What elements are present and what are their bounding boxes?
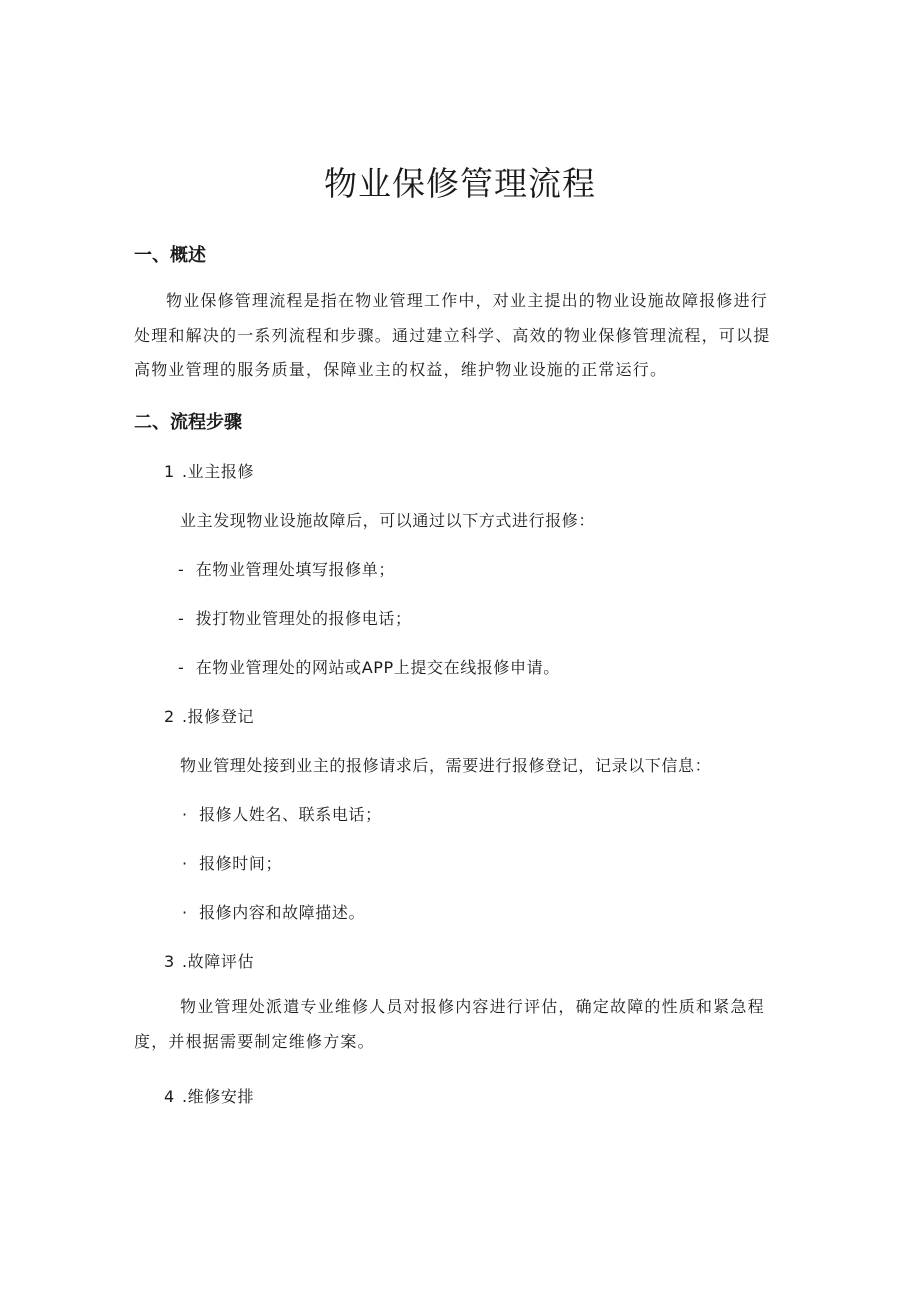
- list-marker: ·: [182, 854, 188, 873]
- step-number: 3: [164, 952, 175, 971]
- list-marker: -: [178, 609, 185, 628]
- step-2-intro: 物业管理处接到业主的报修请求后，需要进行报修登记，记录以下信息：: [180, 756, 712, 775]
- list-item: [182, 802, 382, 825]
- list-item-text: 在物业管理处的网站或APP上提交在线报修申请。: [195, 658, 560, 677]
- list-marker: -: [178, 560, 185, 579]
- step-number: 4: [164, 1087, 175, 1106]
- list-item: [178, 557, 395, 580]
- list-item: [182, 900, 365, 923]
- step-title: .业主报修: [182, 462, 255, 481]
- page-title: 物业保修管理流程: [324, 164, 596, 203]
- list-marker: -: [178, 658, 185, 677]
- list-item-text: 报修时间；: [199, 854, 283, 873]
- step-1-intro: 业主发现物业设施故障后，可以通过以下方式进行报修：: [180, 511, 596, 530]
- step-title: .维修安排: [182, 1087, 255, 1106]
- section-heading-overview: 一、概述: [134, 245, 206, 266]
- overview-paragraph: [134, 284, 784, 388]
- list-item-text: 在物业管理处填写报修单；: [195, 560, 395, 579]
- list-item: [178, 655, 560, 678]
- section-heading-steps: 二、流程步骤: [134, 412, 242, 433]
- step-3-heading: [164, 949, 254, 972]
- list-marker: ·: [182, 805, 188, 824]
- overview-paragraph-text: 物业保修管理流程是指在物业管理工作中，对业主提出的物业设施故障报修进行处理和解决的一系列流程和步骤。通过建立科学、高效的物业保修管理流程，可以提高物业管理的服务质量，保障业主的权益，维护物业设施的正常运行。: [134, 291, 771, 379]
- step-title: .报修登记: [182, 707, 255, 726]
- step-3-paragraph-text: 物业管理处派遣专业维修人员对报修内容进行评估，确定故障的性质和紧急程度，并根据需要制定维修方案。: [134, 997, 765, 1051]
- list-item-text: 报修人姓名、联系电话；: [199, 805, 382, 824]
- list-marker: ·: [182, 903, 188, 922]
- list-item: [178, 606, 412, 629]
- step-2-heading: [164, 704, 254, 727]
- step-4-heading: [164, 1084, 254, 1107]
- step-number: 1: [164, 462, 175, 481]
- list-item-text: 拨打物业管理处的报修电话；: [195, 609, 412, 628]
- step-title: .故障评估: [182, 952, 255, 971]
- step-number: 2: [164, 707, 175, 726]
- step-3-paragraph: [134, 990, 784, 1059]
- list-item: [182, 851, 282, 874]
- list-item-text: 报修内容和故障描述。: [199, 903, 366, 922]
- step-1-heading: [164, 459, 254, 482]
